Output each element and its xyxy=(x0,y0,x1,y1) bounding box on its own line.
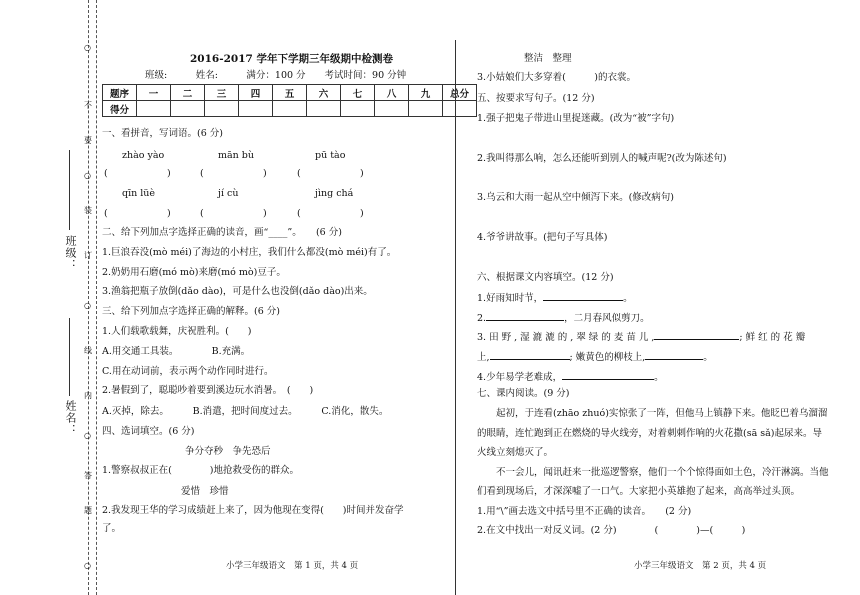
question: 1.好雨知时节， 。 xyxy=(477,293,633,304)
score-header-cell: 三 xyxy=(205,85,239,101)
pinyin: pū tào xyxy=(315,150,346,161)
question-text: 1.好雨知时节， xyxy=(477,293,544,304)
answer-paren-close: ) xyxy=(360,208,364,219)
reading-passage: 不一会儿，闻讯赶来一批巡逻警察，他们一个个惊得面如土色，冷汗淋漓。当他 xyxy=(496,467,829,478)
fill-blank[interactable] xyxy=(490,350,570,360)
score-header-cell: 八 xyxy=(375,85,409,101)
fill-blank[interactable] xyxy=(486,311,564,321)
question-text: 2. xyxy=(477,313,487,324)
answer-paren-close: ) xyxy=(263,208,267,219)
page-footer: 小学三年级语文 第 1 页，共 4 页 xyxy=(226,561,359,571)
options: A.灭掉，除去。 B.消遣，把时间度过去。 C.消化，散失。 xyxy=(102,406,389,417)
reading-passage: 的眼睛，连忙跑到正在燃烧的导火线旁，对着刺刺作响的火花撒(sā sǎ)起尿来。导 xyxy=(477,428,823,439)
fill-blank[interactable] xyxy=(543,291,623,301)
binding-dashed-line-outer xyxy=(96,0,97,595)
binding-circle: ○ xyxy=(84,561,91,570)
score-header-cell: 二 xyxy=(171,85,205,101)
question: 1.警察叔叔正在( )地抢救受伤的群众。 xyxy=(102,465,299,476)
answer-paren-open: ( xyxy=(200,208,204,219)
reading-passage: 们看到现场后，才深深嘘了一口气。大家把小英雄抱了起来，高高举过头顶。 xyxy=(477,486,801,497)
pinyin: qīn lüè xyxy=(122,188,156,199)
answer-paren-open: ( xyxy=(297,208,301,219)
score-cell[interactable] xyxy=(171,101,205,117)
pinyin: zhào yào xyxy=(122,150,165,161)
question: 3.乌云和大雨一起从空中倾泻下来。(修改病句) xyxy=(477,192,674,203)
question-text: 4.少年易学老难成， xyxy=(477,372,563,383)
question: 4.爷爷讲故事。(把句子写具体) xyxy=(477,232,608,243)
score-header-cell: 六 xyxy=(307,85,341,101)
question: 1.人们载歌载舞，庆祝胜利。( ) xyxy=(102,326,252,337)
seal-char: 题 xyxy=(84,506,92,515)
binding-margin xyxy=(0,0,98,595)
score-cell[interactable] xyxy=(205,101,239,117)
score-cell[interactable] xyxy=(375,101,409,117)
question: 2.奶奶用石磨(mó mò)来磨(mó mò)豆子。 xyxy=(102,267,286,278)
question: 1.用“\”画去选文中括号里不正确的读音。 (2 分) xyxy=(477,506,692,517)
name-field[interactable] xyxy=(69,318,70,396)
section-5-title: 五、按要求写句子。(12 分) xyxy=(477,93,595,104)
question: 1.巨浪吞没(mò méi)了海边的小村庄，我们什么都没(mò méi)有了。 xyxy=(102,247,397,258)
question: 上, ; 嫩黄色的柳枝上, 。 xyxy=(477,352,713,363)
score-row xyxy=(103,101,477,117)
reading-passage: 起初，于连看(zhāo zhuó)实惊张了一阵，但他马上镇静下来。他眨巴着乌溜溜 xyxy=(496,408,828,419)
word-choices: 整洁 整理 xyxy=(524,53,572,64)
section-2-title: 二、给下列加点字选择正确的读音，画“____”。 (6 分) xyxy=(102,227,342,238)
answer-paren-open: ( xyxy=(104,208,108,219)
score-cell[interactable] xyxy=(239,101,273,117)
page-footer: 小学三年级语文 第 2 页，共 4 页 xyxy=(634,561,767,571)
score-header-cell: 一 xyxy=(137,85,171,101)
score-cell[interactable] xyxy=(341,101,375,117)
section-3-title: 三、给下列加点字选择正确的解释。(6 分) xyxy=(102,306,280,317)
page-divider xyxy=(455,40,456,595)
question xyxy=(477,311,650,325)
question: 3.渔翁把瓶子放倒(dǎo dào)，可是什么也没倒(dǎo dào)出来。 xyxy=(102,286,373,297)
seal-char: 订 xyxy=(84,251,92,260)
seal-char: 答 xyxy=(84,471,92,480)
answer-paren-open: ( xyxy=(297,168,301,179)
exam-subtitle: 班级: 姓名: 满分：100 分 考试时间：90 分钟 xyxy=(145,70,407,81)
question xyxy=(477,330,805,344)
answer-paren-close: ) xyxy=(167,208,171,219)
options: C.用在动词前，表示两个动作同时进行。 xyxy=(102,366,274,377)
binding-circle: ○ xyxy=(84,171,91,180)
section-1-title: 一、看拼音，写词语。(6 分) xyxy=(102,128,223,139)
score-row-label: 得分 xyxy=(103,101,137,117)
score-cell[interactable] xyxy=(409,101,443,117)
exam-title: 2016-2017 学年下学期三年级期中检测卷 xyxy=(190,53,393,65)
seal-char: 不 xyxy=(84,101,92,110)
question-text: 上, xyxy=(477,352,490,363)
question-text: ; 鲜 红 的 花 瓣 xyxy=(739,332,806,343)
pinyin: jìng chá xyxy=(315,188,354,199)
score-cell[interactable] xyxy=(137,101,171,117)
score-header-cell: 七 xyxy=(341,85,375,101)
question: 2.我发现王华的学习成绩赶上来了，因为他现在变得( )时间并发奋学 xyxy=(102,505,404,516)
section-7-title: 七、课内阅读。(9 分) xyxy=(477,388,570,399)
score-header-cell: 总分 xyxy=(443,85,477,101)
word-choices: 争分夺秒 争先恐后 xyxy=(185,446,271,457)
answer-paren-open: ( xyxy=(104,168,108,179)
question: 2.在文中找出一对反义词。(2 分) ( )—( ) xyxy=(477,525,746,536)
question-text: ，二月春风似剪刀。 xyxy=(564,313,650,324)
question: 1.强子把鬼子带进山里捉迷藏。(改为“被”字句) xyxy=(477,113,675,124)
score-header-cell: 四 xyxy=(239,85,273,101)
section-6-title: 六、根据课文内容填空。(12 分) xyxy=(477,272,614,283)
seal-char: 内 xyxy=(84,391,92,400)
answer-paren-close: ) xyxy=(360,168,364,179)
question-continued: 了。 xyxy=(102,523,122,534)
fill-blank[interactable] xyxy=(645,350,703,360)
question: 2.暑假到了，聪聪吵着要到溪边玩水消暑。 ( ) xyxy=(102,385,314,396)
class-label: 班级： xyxy=(64,235,77,271)
score-cell[interactable] xyxy=(273,101,307,117)
pinyin: jí cù xyxy=(218,188,239,199)
seal-char: 要 xyxy=(84,136,92,145)
answer-paren-close: ) xyxy=(167,168,171,179)
answer-paren-close: ) xyxy=(263,168,267,179)
score-table xyxy=(102,84,477,117)
question: 2.我叫得那么响，怎么还能听到别人的喊声呢?(改为陈述句) xyxy=(477,153,727,164)
binding-circle: ○ xyxy=(84,431,91,440)
options: A.用交通工具装。 B.充满。 xyxy=(102,346,251,357)
question-text: ; 嫩黄色的柳枝上, xyxy=(569,352,646,363)
name-label: 姓名： xyxy=(64,400,77,436)
score-cell[interactable] xyxy=(443,101,477,117)
answer-paren-open: ( xyxy=(200,168,204,179)
reading-passage: 火线立刻熄灭了。 xyxy=(477,447,554,458)
seal-char: 线 xyxy=(84,346,92,355)
question: 4.少年易学老难成， 。 xyxy=(477,372,664,383)
binding-circle: ○ xyxy=(84,301,91,310)
fill-blank[interactable] xyxy=(654,330,739,340)
score-header-row xyxy=(103,85,477,101)
score-header-cell: 九 xyxy=(409,85,443,101)
class-field[interactable] xyxy=(69,150,70,230)
question-text: 3. 田 野 , 湿 漉 漉 的 , 翠 绿 的 麦 苗 儿 , xyxy=(477,332,655,343)
fill-blank[interactable] xyxy=(562,370,654,380)
word-choices: 爱惜 珍惜 xyxy=(181,486,229,497)
binding-circle: ○ xyxy=(84,43,91,52)
question: 3.小姑娘们大多穿着( )的衣裳。 xyxy=(477,72,636,83)
score-header-cell: 五 xyxy=(273,85,307,101)
pinyin: mān bù xyxy=(218,150,255,161)
score-cell[interactable] xyxy=(307,101,341,117)
score-header-cell: 题序 xyxy=(103,85,137,101)
seal-char: 装 xyxy=(84,206,92,215)
section-4-title: 四、选词填空。(6 分) xyxy=(102,426,195,437)
